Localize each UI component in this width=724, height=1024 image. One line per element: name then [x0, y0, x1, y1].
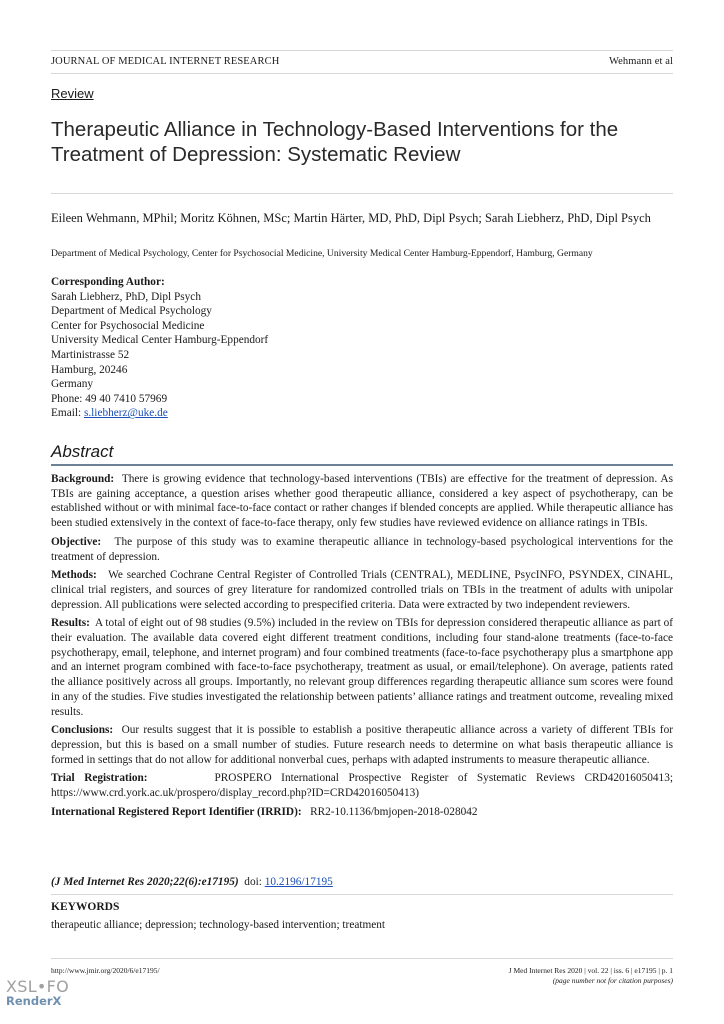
logo-top-text: XSL•FO [6, 977, 70, 996]
abstract-trial-registration [51, 771, 673, 800]
abstract-label: Background: [51, 473, 115, 485]
header-bottom-rule [51, 73, 673, 74]
logo-bottom-text: RenderX [6, 994, 62, 1008]
corresponding-line: Martinistrasse 52 [51, 348, 130, 361]
header-top-rule [51, 50, 673, 51]
abstract-label: Trial Registration: [51, 772, 148, 785]
abstract-label: Conclusions: [51, 724, 114, 737]
abstract-methods [51, 568, 673, 612]
abstract-text: RR2-10.1136/bmjopen-2018-028042 [310, 805, 478, 818]
citation-line [51, 876, 333, 888]
corresponding-author-block [51, 275, 268, 421]
affiliation: Department of Medical Psychology, Center for Psychosocial Medicine, University Medical Center Hamburg-Eppendorf, Hamburg, Germany [51, 248, 593, 259]
corresponding-email-row [51, 406, 268, 421]
corresponding-phone: Phone: 49 40 7410 57969 [51, 392, 168, 405]
corresponding-line: University Medical Center Hamburg-Eppendorf [51, 334, 269, 347]
abstract-text: There is growing evidence that technology-based interventions (TBIs) are effective for the treatment of depression. As TBIs are gaining acceptance, a question arises whether good therapeutic alliance, considered a key aspect of psychotherapy, can be established without or with minimal face-to-face contact or rather changes if blended concepts are applied. While therapeutic alliance has been studied extensively in the context of face-to-face therapy, only few studies have reviewed evidence on alliance ratings in TBIs. [51, 473, 673, 530]
email-label: Email: [51, 407, 84, 420]
abstract-body [51, 472, 673, 823]
abstract-rule [51, 464, 673, 466]
abstract-text: We searched Cochrane Central Register of Controlled Trials (CENTRAL), MEDLINE, PsycINFO, PSYNDEX, CINAHL, clinical trial registers, and sources of grey literature for randomized controlled trials on TBIs in the treatment of adults with unipolar depression. All publications were selected according to prespecified criteria. Data were extracted by two independent reviewers. [51, 569, 673, 611]
abstract-text: The purpose of this study was to examine therapeutic alliance in technology-based psychological interventions for the treatment of depression. [51, 535, 673, 563]
corresponding-line: Department of Medical Psychology [51, 305, 212, 318]
keywords-rule [51, 894, 673, 895]
footer-url: http://www.jmir.org/2020/6/e17195/ [51, 966, 160, 975]
abstract-text: Our results suggest that it is possible to establish a positive therapeutic alliance across a variety of different TBIs for depression, but this is based on a small number of studies. Future research needs to determine on what basis therapeutic alliance is formed in settings that do not allow for additional nonverbal cues, perhaps with adapted instruments to measure therapeutic alliance. [51, 724, 673, 766]
abstract-background [51, 472, 673, 531]
corresponding-line: Hamburg, 20246 [51, 363, 128, 376]
doi-link[interactable]: 10.2196/17195 [264, 876, 333, 888]
title-rule [51, 193, 673, 194]
email-link[interactable]: s.liebherz@uke.de [83, 407, 168, 420]
abstract-text: A total of eight out of 98 studies (9.5%) included in the review on TBIs for depression considered therapeutic alliance as part of their evaluation. The available data covered eight different treatment conditions, including four stand-alone treatments (face-to-face psychotherapy, email, telephone, and internet program) and four combined treatments (face-to-face psychotherapy plus a smartphone app and an internet program combined with face-to-face psychotherapy, treatment as usual, or email/telephone). On average, patients rated the alliance positively across all groups. Importantly, no relevant group differences regarding therapeutic alliance sum scores were found in any of the studies. Five studies investigated the relationship between patients’ alliance ratings and treatment outcome, revealing mixed results. [51, 617, 673, 718]
author-list: Eileen Wehmann, MPhil; Moritz Köhnen, MSc; Martin Härter, MD, PhD, Dipl Psych; Sarah Liebherz, PhD, Dipl Psych [51, 211, 651, 225]
corresponding-line: Germany [51, 378, 94, 391]
footer-rule [51, 958, 673, 959]
doi-label: doi: [244, 876, 265, 888]
abstract-results [51, 616, 673, 719]
page-info-text: J Med Internet Res 2020 | vol. 22 | iss. 6 | e17195 | p. 1 [508, 966, 673, 975]
article-title: Therapeutic Alliance in Technology-Based Interventions for the Treatment of Depression: Systematic Review [51, 118, 619, 166]
abstract-objective [51, 535, 673, 564]
footer-page-info [509, 966, 673, 986]
abstract-label: Results: [51, 617, 90, 630]
corresponding-line: Sarah Liebherz, PhD, Dipl Psych [51, 290, 201, 303]
abstract-irrid [51, 805, 673, 820]
journal-name: JOURNAL OF MEDICAL INTERNET RESEARCH [51, 56, 280, 67]
abstract-text: PROSPERO International Prospective Register of Systematic Reviews CRD42016050413; https://www.crd.york.ac.uk/prospero/display_record.php?ID=CRD42016050413) [51, 772, 673, 800]
abstract-label: Methods: [51, 569, 97, 582]
abstract-label: Objective: [51, 535, 102, 548]
keywords-text: therapeutic alliance; depression; technology-based intervention; treatment [51, 919, 386, 931]
abstract-label: International Registered Report Identifier (IRRID): [51, 805, 302, 818]
citation-text: (J Med Internet Res 2020;22(6):e17195) [51, 876, 239, 888]
keywords-heading: KEYWORDS [51, 901, 120, 913]
running-author: Wehmann et al [608, 56, 673, 67]
abstract-conclusions [51, 723, 673, 767]
renderx-logo [6, 979, 69, 1008]
section-label-link[interactable]: Review [51, 86, 94, 101]
page-note: (page number not for citation purposes) [552, 976, 673, 985]
corresponding-line: Center for Psychosocial Medicine [51, 319, 205, 332]
abstract-heading: Abstract [51, 442, 114, 461]
corresponding-author-label: Corresponding Author: [51, 276, 165, 288]
